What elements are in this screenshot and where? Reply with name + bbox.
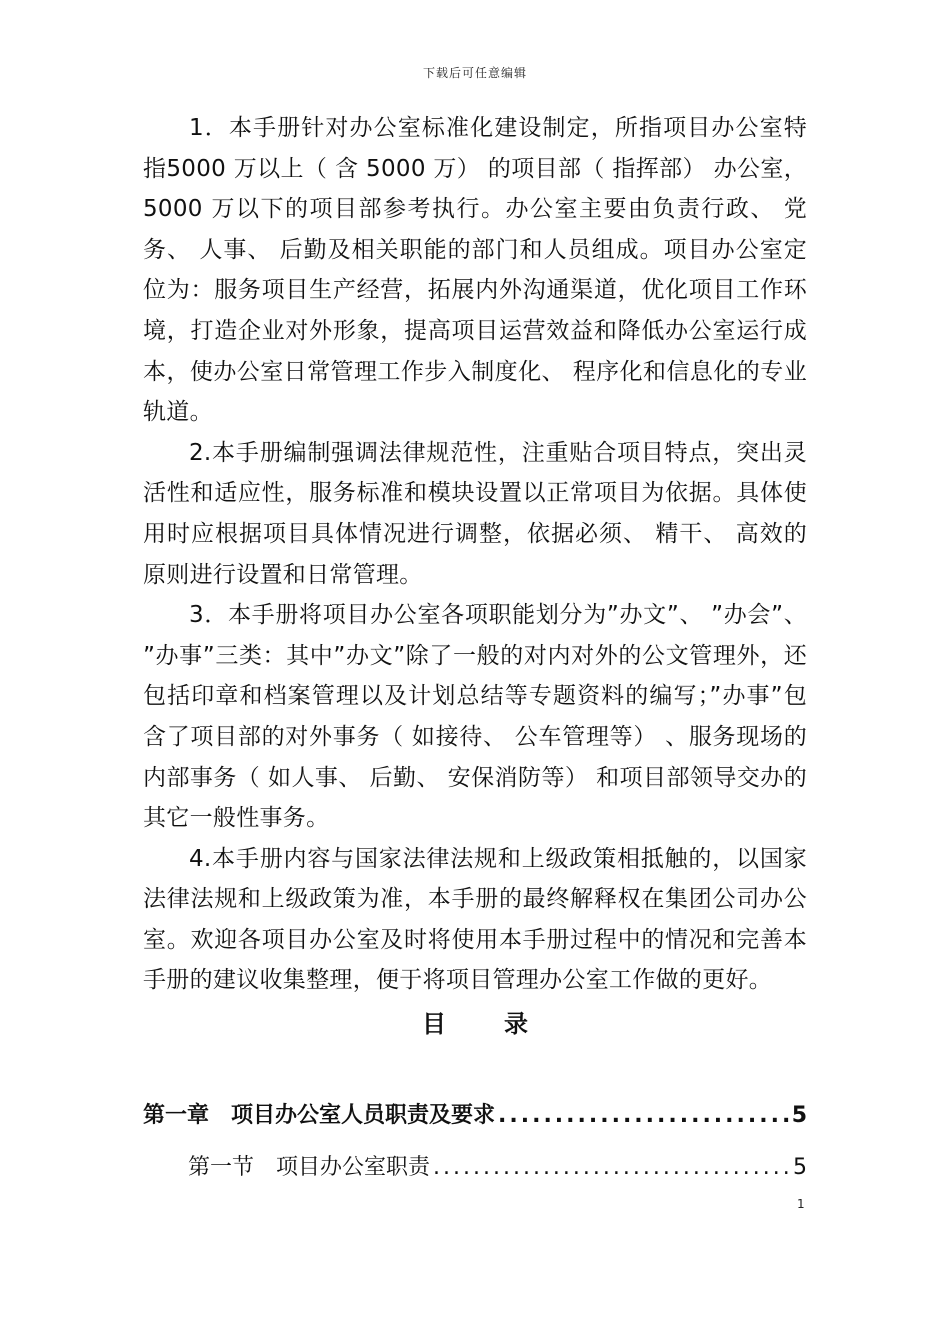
toc-entry-page: 5 bbox=[791, 1103, 807, 1128]
paragraph-3: 3．本手册将项目办公室各项职能划分为”办文”、 ”办会”、 ”办事”三类：其中”办文”除了一般的对内对外的公文管理外，还包括印章和档案管理以及计划总结等专题资料的编写；”办事”包含了项目部的对外事务（ 如接待、 公车管理等） 、服务现场的内部事务（ 如人事、 后勤、 安保消防等） 和项目部领导交办的其它一般性事务。 bbox=[143, 602, 807, 832]
toc-dot-leader bbox=[498, 1103, 789, 1128]
page-header: 下载后可任意编辑 bbox=[422, 66, 527, 80]
toc-entry-page: 5 bbox=[793, 1155, 807, 1180]
document-body bbox=[143, 108, 807, 1001]
toc-entry-section-1[interactable] bbox=[188, 1150, 807, 1181]
toc-title: 目录 bbox=[422, 1010, 586, 1038]
paragraph-1: 1．本手册针对办公室标准化建设制定，所指项目办公室特指5000 万以上（ 含 5000 万） 的项目部（ 指挥部） 办公室，5000 万以下的项目部参考执行。办公室主要由负责行政、 党务、 人事、 后勤及相关职能的部门和人员组成。项目办公室定位为：服务项目生产经营，拓展内外沟通渠道，优化项目工作环境，打造企业对外形象，提高项目运营效益和降低办公室运行成本，使办公室日常管理工作步入制度化、 程序化和信息化的专业轨道。 bbox=[143, 115, 807, 426]
paragraph-4: 4.本手册内容与国家法律法规和上级政策相抵触的，以国家法律法规和上级政策为准，本手册的最终解释权在集团公司办公室。欢迎各项目办公室及时将使用本手册过程中的情况和完善本手册的建议收集整理，便于将项目管理办公室工作做的更好。 bbox=[143, 845, 807, 994]
paragraph-2: 2.本手册编制强调法律规范性，注重贴合项目特点，突出灵活性和适应性，服务标准和模块设置以正常项目为依据。具体使用时应根据项目具体情况进行调整，依据必须、 精干、 高效的原则进行设置和日常管理。 bbox=[143, 439, 807, 588]
toc-entry-label: 第一章 项目办公室人员职责及要求 bbox=[143, 1103, 496, 1128]
toc-entry-label: 第一节 项目办公室职责 bbox=[188, 1155, 431, 1180]
toc-entry-chapter-1[interactable] bbox=[143, 1098, 807, 1129]
toc-dot-leader bbox=[433, 1155, 790, 1180]
page-number: 1 bbox=[797, 1197, 805, 1211]
